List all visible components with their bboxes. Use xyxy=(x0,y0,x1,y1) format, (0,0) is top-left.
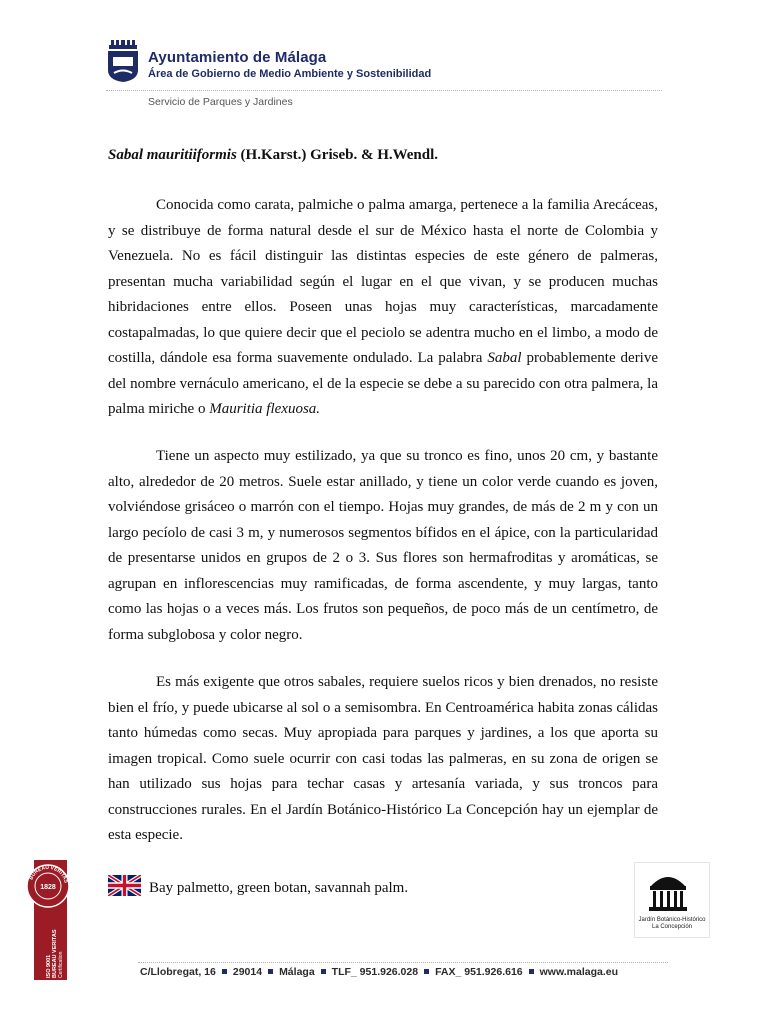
footer-web-link[interactable]: www.malaga.eu xyxy=(539,966,619,978)
jardin-caption-line2: La Concepción xyxy=(651,924,693,930)
paragraph-text: Es más exigente que otros sabales, requiere suelos ricos y bien drenados, no resiste bien el frío, y puede ubicarse al sol o a semisombra. En Centroamérica habita zonas cálidas tanto húmedas como secas. Muy apropiada para parques y jardines, a los que aporta su imagen tropical. Como suele ocurrir con casi todas las palmeras, en su zona de origen se han utilizado sus hojas para techar casas y artesanía variada, y sus troncos para construcciones rurales. En el Jardín Botánico-Histórico La Concepción hay un ejemplar de esta especie. xyxy=(108,674,658,843)
document-title xyxy=(108,147,438,164)
org-area: Área de Gobierno de Medio Ambiente y Sostenibilidad xyxy=(148,68,432,80)
footer-phone: TLF_ 951.926.028 xyxy=(331,966,419,978)
certification-text xyxy=(44,928,64,978)
paragraph-cultivation xyxy=(108,670,658,849)
paragraph-text: Conocida como carata, palmiche o palma amarga, pertenece a la familia Arecáceas, y se distribuye de forma natural desde el sur de México hasta el norte de Colombia y Venezuela. No es fácil distinguir las distintas especies de este género de palmeras, presentan mucha variabilidad según el lugar en el que vivan, y se producen muchas hibridaciones entre ellos. Poseen unas hojas muy características, marcadamente costapalmadas, lo que quiere decir que el peciolo se adentra mucho en el limbo, a modo de costilla, dándole esa forma suavemente ondulado. La palabra xyxy=(108,197,658,366)
cert-iso: ISO 9001 xyxy=(46,954,52,978)
paragraph-text: probablemente derive del nombre vernáculo americano, el de la especie se debe a su parecido con otra palmera, la palma miriche o xyxy=(108,350,659,417)
bureau-veritas-seal-icon xyxy=(24,862,72,910)
bullet-icon xyxy=(268,969,273,974)
footer-address: C/Llobregat, 16 xyxy=(140,966,216,978)
service-name: Servicio de Parques y Jardines xyxy=(148,96,293,108)
bullet-icon xyxy=(321,969,326,974)
footer-postal: 29014 xyxy=(232,966,263,978)
footer-contact xyxy=(140,966,670,978)
header-divider xyxy=(106,90,662,91)
jardin-caption-line1: Jardín Botánico-Histórico xyxy=(638,917,706,923)
cert-bureau: BUREAU VERITAS xyxy=(52,929,58,978)
malaga-coat-of-arms-logo xyxy=(106,40,140,82)
bullet-icon xyxy=(424,969,429,974)
uk-flag-icon xyxy=(108,875,141,896)
jardin-caption xyxy=(634,917,710,931)
paragraph-text: Tiene un aspecto muy estilizado, ya que su tronco es fino, unos 20 cm, y bastante alto, alrededor de 20 metros. Suele estar anillado, y tiene un color verde cuando es joven, volviéndose grisáceo o marrón con el tiempo. Hojas muy grandes, de más de 2 m y con un largo pecíolo de casi 3 m, y numerosos segmentos bífidos en el ápice, con la particularidad de presentarse unidos en grupos de 2 o 3. Sus flores son hermafroditas y aromáticas, se agrupan en inflorescencias muy ramificadas, de forma ascendente, y muy largas, tanto como las hojas o a veces más. Los frutos son pequeños, de poco más de un centímetro, de forma subglobosa y color negro. xyxy=(108,448,658,643)
cert-certification: Certification xyxy=(58,951,64,978)
footer-fax: FAX_ 951.926.616 xyxy=(435,966,523,978)
org-name: Ayuntamiento de Málaga xyxy=(148,49,327,66)
english-common-names: Bay palmetto, green botan, savannah palm. xyxy=(149,880,409,896)
cert-ring-text: BUREAU VERITAS xyxy=(28,864,69,884)
bullet-icon xyxy=(222,969,227,974)
footer-city: Málaga xyxy=(279,966,315,978)
paragraph-description xyxy=(108,193,658,423)
footer-divider xyxy=(138,962,668,963)
paragraph-morphology xyxy=(108,444,658,648)
species-authors: (H.Karst.) Griseb. & H.Wendl. xyxy=(240,147,439,163)
genus-italic: Sabal xyxy=(487,350,522,366)
species-name: Sabal mauritiiformis xyxy=(108,147,237,163)
cert-year: 1828 xyxy=(40,884,56,891)
jardin-botanico-temple-icon xyxy=(645,870,691,914)
species-italic: Mauritia flexuosa. xyxy=(209,401,321,417)
bullet-icon xyxy=(529,969,534,974)
